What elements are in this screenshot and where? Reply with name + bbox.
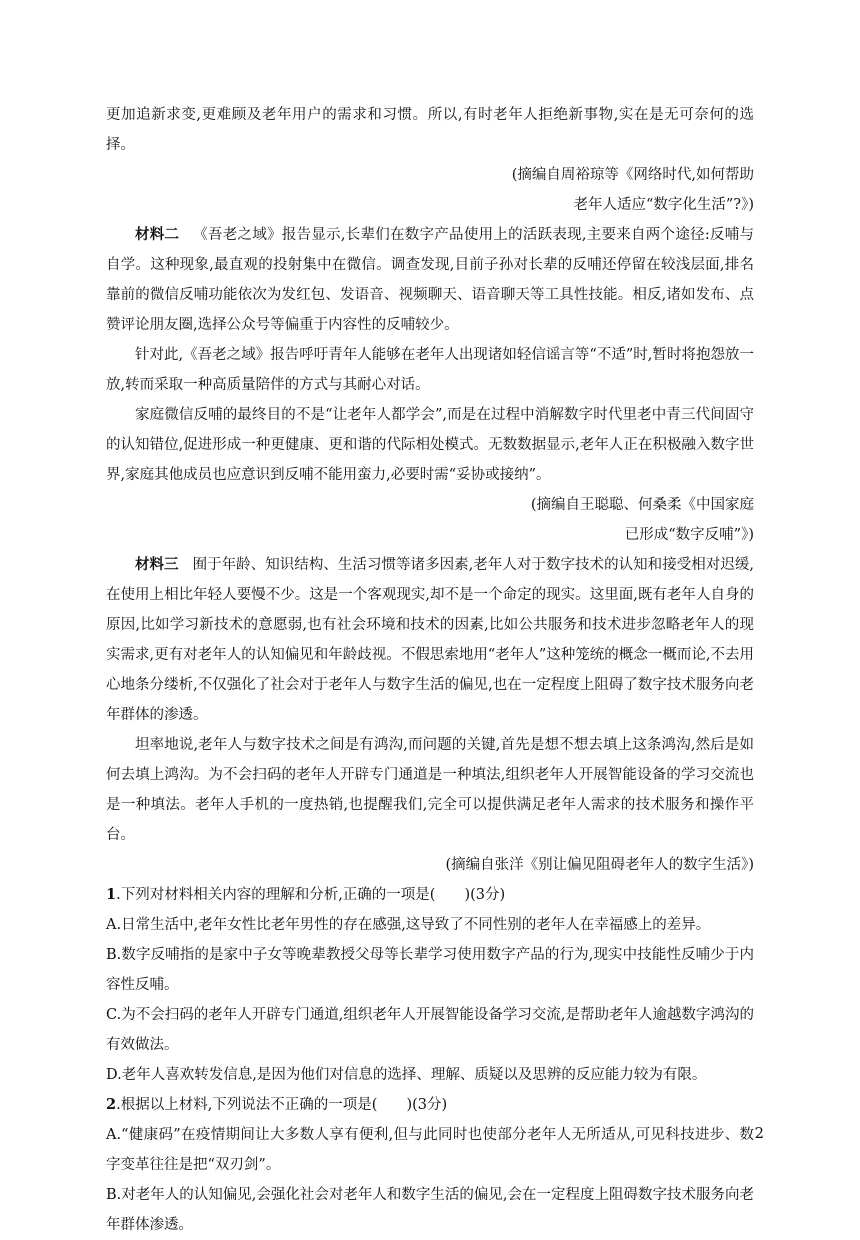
- paragraph: 更加追新求变,更难顾及老年用户的需求和习惯。所以,有时老年人拒绝新事物,实在是无可奈何的选择。: [106, 107, 754, 153]
- paragraph-text: 《吾老之域》报告显示,长辈们在数字产品使用上的活跃表现,主要来自两个途径:反哺与自学。这种现象,最直观的投射集中在微信。调查发现,目前子孙对长辈的反哺还停留在较浅层面,排名靠前的微信反哺功能依次为发红包、发语音、视频聊天、语音聊天等工具性技能。相反,诸如发布、点赞评论朋友圈,选择公众号等偏重于内容性的反哺较少。: [106, 227, 754, 333]
- question-text: .根据以上材料,下列说法不正确的一项是( )(3分): [116, 1097, 448, 1113]
- option-a: A.“健康码”在疫情期间让大多数人享有便利,但与此同时也使部分老年人无所适从,可见科技进步、数字变革往往是把“双刃剑”。: [106, 1127, 754, 1173]
- option-b: B.数字反哺指的是家中子女等晚辈教授父母等长辈学习使用数字产品的行为,现实中技能性反哺少于内容性反哺。: [106, 947, 754, 993]
- option-d: D.老年人喜欢转发信息,是因为他们对信息的选择、理解、质疑以及思辨的反应能力较为有限。: [106, 1067, 707, 1083]
- source-citation: (摘编自王聪聪、何桑柔《中国家庭: [530, 497, 754, 513]
- question-number: 1: [106, 886, 117, 903]
- question-number: 2: [106, 1096, 117, 1113]
- material-label: 材料三: [135, 556, 179, 573]
- material-two-paragraph: [106, 220, 754, 340]
- source-citation: (摘编自周裕琼等《网络时代,如何帮助: [511, 167, 754, 183]
- option-b: B.对老年人的认知偏见,会强化社会对老年人和数字生活的偏见,会在一定程度上阻碍数字技术服务向老年群体渗透。: [106, 1187, 754, 1233]
- document-body: [106, 100, 754, 1240]
- paragraph-text: 囿于年龄、知识结构、生活习惯等诸多因素,老年人对于数字技术的认知和接受相对迟缓,在使用上相比年轻人要慢不少。这是一个客观现实,却不是一个命定的现实。这里面,既有老年人自身的原因,比如学习新技术的意愿弱,也有社会环境和技术的因素,比如公共服务和技术进步忽略老年人的现实需求,更有对老年人的认知偏见和年龄歧视。不假思索地用“老年人”这种笼统的概念一概而论,不去用心地条分缕析,不仅强化了社会对于老年人与数字生活的偏见,也在一定程度上阻碍了数字技术服务向老年群体的渗透。: [106, 557, 754, 723]
- material-label: 材料二: [135, 226, 180, 243]
- material-three-paragraph: [106, 550, 754, 730]
- option-a: A.日常生活中,老年女性比老年男性的存在感强,这导致了不同性别的老年人在幸福感上的差异。: [106, 917, 711, 933]
- source-citation: 老年人适应“数字化生活”?》): [573, 197, 754, 213]
- question-stem: [106, 1090, 754, 1120]
- paragraph: 坦率地说,老年人与数字技术之间是有鸿沟,而问题的关键,首先是想不想去填上这条鸿沟,然后是如何去填上鸿沟。为不会扫码的老年人开辟专门通道是一种填法,组织老年人开展智能设备的学习交流也是一种填法。老年人手机的一度热销,也提醒我们,完全可以提供满足老年人需求的技术服务和操作平台。: [106, 737, 754, 843]
- source-citation: (摘编自张洋《别让偏见阻碍老年人的数字生活》): [445, 857, 754, 873]
- option-c: C.为不会扫码的老年人开辟专门通道,组织老年人开展智能设备学习交流,是帮助老年人逾越数字鸿沟的有效做法。: [106, 1007, 754, 1053]
- question-text: .下列对材料相关内容的理解和分析,正确的一项是( )(3分): [116, 887, 506, 903]
- page-number: 2: [754, 1124, 764, 1142]
- source-citation: 已形成“数字反哺”》): [624, 527, 754, 543]
- paragraph: 家庭微信反哺的最终目的不是“让老年人都学会”,而是在过程中消解数字时代里老中青三代间固守的认知错位,促进形成一种更健康、更和谐的代际相处模式。无数数据显示,老年人正在积极融入数字世界,家庭其他成员也应意识到反哺不能用蛮力,必要时需“妥协或接纳”。: [106, 407, 754, 483]
- question-stem: [106, 880, 754, 910]
- paragraph: 针对此,《吾老之域》报告呼吁青年人能够在老年人出现诸如轻信谣言等“不适”时,暂时将抱怨放一放,转而采取一种高质量陪伴的方式与其耐心对话。: [106, 347, 754, 393]
